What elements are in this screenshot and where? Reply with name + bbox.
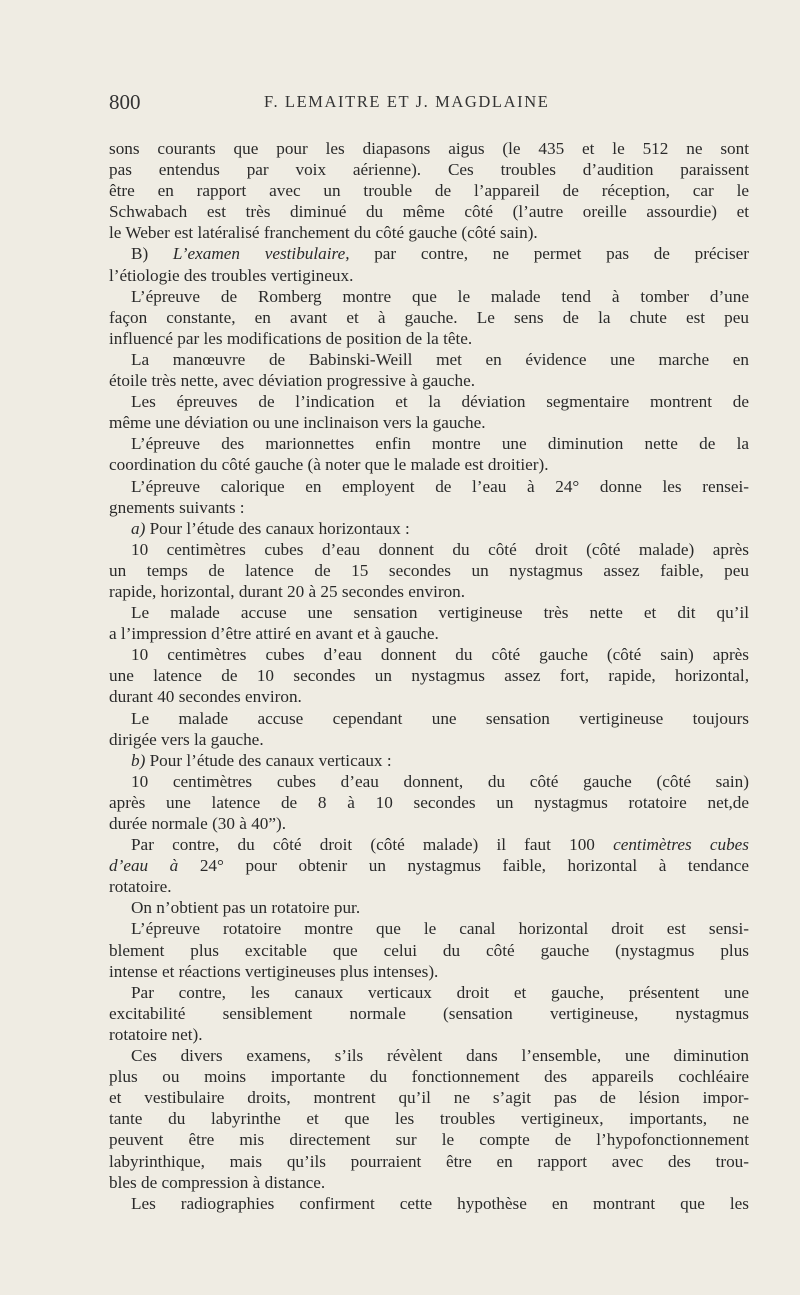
text-line <box>109 518 749 539</box>
page-number: 800 <box>109 90 141 114</box>
text-line: même une déviation ou une inclinaison vers la gauche. <box>109 413 486 433</box>
body-text <box>109 138 749 1214</box>
page-header <box>109 90 749 116</box>
text-line: 10 centimètres cubes d’eau donnent du côté gauche (côté sain) après <box>131 645 749 665</box>
text-line: une latence de 10 secondes un nystagmus assez fort, rapide, horizontal, <box>109 666 749 686</box>
text-line: Par contre, les canaux verticaux droit et gauche, présentent une <box>131 982 749 1002</box>
text-line: La manœuvre de Babinski-Weill met en évidence une marche en <box>131 349 749 369</box>
text-line: coordination du côté gauche (à noter que le malade est droitier). <box>109 455 549 475</box>
text-line: excitabilité sensiblement normale (sensation vertigineuse, nystagmus <box>109 1003 749 1023</box>
text-line <box>109 834 749 855</box>
text-line: labyrinthique, mais qu’ils pourraient être en rapport avec des trou- <box>109 1151 749 1171</box>
text-line: le Weber est latéralisé franchement du côté gauche (côté sain). <box>109 223 538 243</box>
text-line: intense et réactions vertigineuses plus intenses). <box>109 961 439 981</box>
text-line: Ces divers examens, s’ils révèlent dans l’ensemble, une diminution <box>131 1046 749 1066</box>
italic-span: a) <box>131 518 146 538</box>
italic-span: L’examen vestibulaire, <box>172 244 350 264</box>
text-line: a l’impression d’être attiré en avant et à gauche. <box>109 624 439 644</box>
running-head: F. LEMAITRE ET J. MAGDLAINE <box>264 92 550 111</box>
italic-span: d’eau à <box>109 856 179 876</box>
text-line: influencé par les modifications de position de la tête. <box>109 328 473 348</box>
text-span: Par contre, du côté droit (côté malade) il faut 100 <box>131 835 614 855</box>
italic-span: centimètres cubes <box>613 835 749 855</box>
text-line: peuvent être mis directement sur le compte de l’hypofonctionnement <box>109 1130 749 1150</box>
text-line: Le malade accuse cependant une sensation vertigineuse toujours <box>131 708 749 728</box>
text-line: On n’obtient pas un rotatoire pur. <box>131 898 361 918</box>
text-span: 24° pour obtenir un nystagmus faible, horizontal à tendance <box>178 856 749 876</box>
text-line: sons courants que pour les diapasons aigus (le 435 et le 512 ne sont <box>109 139 749 158</box>
text-line <box>109 243 749 264</box>
text-line: plus ou moins importante du fonctionnement des appareils cochléaire <box>109 1067 749 1087</box>
text-line: l’étiologie des troubles vertigineux. <box>109 265 354 285</box>
text-line: 10 centimètres cubes d’eau donnent, du côté gauche (côté sain) <box>131 771 749 791</box>
text-line: L’épreuve des marionnettes enfin montre une diminution nette de la <box>131 434 749 454</box>
text-line: Le malade accuse une sensation vertigineuse très nette et dit qu’il <box>131 603 749 623</box>
text-line: tante du labyrinthe et que les troubles vertigineux, importants, ne <box>109 1109 749 1129</box>
text-line: durant 40 secondes environ. <box>109 687 302 707</box>
text-span: Pour l’étude des canaux verticaux : <box>145 750 392 770</box>
text-span: Pour l’étude des canaux horizontaux : <box>145 518 410 538</box>
text-line <box>109 750 749 771</box>
text-line: L’épreuve rotatoire montre que le canal horizontal droit est sensi- <box>131 919 749 939</box>
text-line <box>109 855 749 876</box>
text-line: façon constante, en avant et à gauche. Le sens de la chute est peu <box>109 307 749 327</box>
text-line: un temps de latence de 15 secondes un nystagmus assez faible, peu <box>109 560 749 580</box>
text-line: pas entendus par voix aérienne). Ces troubles d’audition paraissent <box>109 160 749 180</box>
text-line: rapide, horizontal, durant 20 à 25 secondes environ. <box>109 581 466 601</box>
text-line: et vestibulaire droits, montrent qu’il ne s’agit pas de lésion impor- <box>109 1088 749 1108</box>
text-line: L’épreuve calorique en employent de l’eau à 24° donne les rensei- <box>131 476 749 496</box>
text-line: être en rapport avec un trouble de l’appareil de réception, car le <box>109 181 749 201</box>
text-line: après une latence de 8 à 10 secondes un nystagmus rotatoire net,de <box>109 792 749 812</box>
text-line: L’épreuve de Romberg montre que le malade tend à tomber d’une <box>131 286 749 306</box>
text-line: Les radiographies confirment cette hypothèse en montrant que les <box>131 1193 749 1213</box>
text-line: dirigée vers la gauche. <box>109 729 264 749</box>
text-line: 10 centimètres cubes d’eau donnent du côté droit (côté malade) après <box>131 539 749 559</box>
text-line: rotatoire. <box>109 877 172 897</box>
text-line: durée normale (30 à 40”). <box>109 814 287 833</box>
text-span: B) <box>131 244 173 264</box>
text-line: rotatoire net). <box>109 1024 203 1044</box>
text-line: étoile très nette, avec déviation progressive à gauche. <box>109 371 476 391</box>
text-line: Les épreuves de l’indication et la déviation segmentaire montrent de <box>131 392 749 412</box>
text-span: par contre, ne permet pas de préciser <box>349 244 750 264</box>
text-line: gnements suivants : <box>109 497 245 517</box>
italic-span: b) <box>131 750 146 770</box>
text-line: blement plus excitable que celui du côté gauche (nystagmus plus <box>109 940 749 960</box>
text-line: Schwabach est très diminué du même côté (l’autre oreille assourdie) et <box>109 202 749 222</box>
text-line: bles de compression à distance. <box>109 1172 326 1192</box>
